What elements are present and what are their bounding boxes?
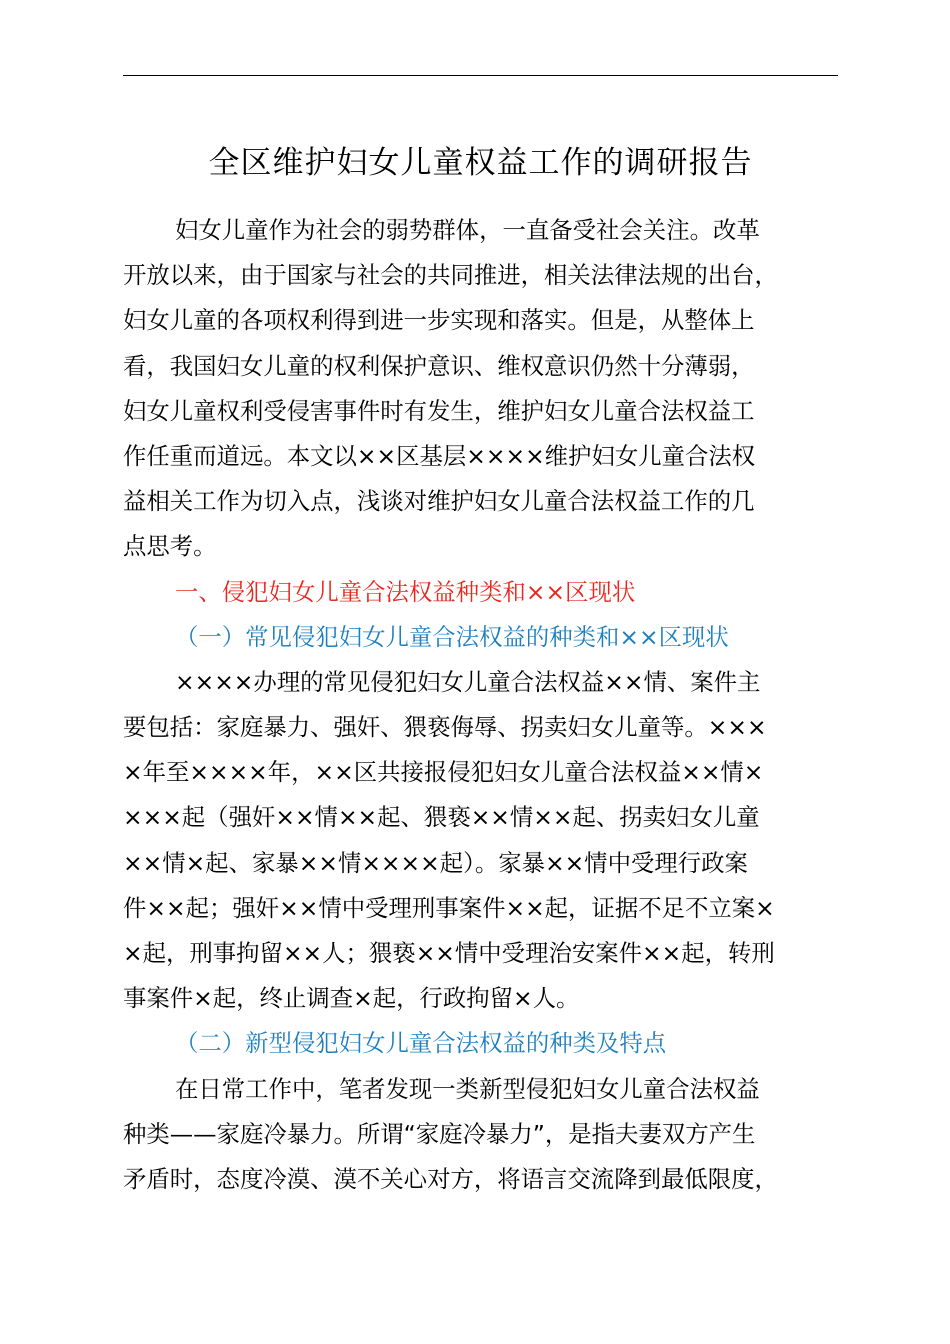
body-line: 妇女儿童权利受侵害事件时有发生，维护妇女儿童合法权益工 [123, 396, 755, 425]
body-line: ×××起（强奸××情××起、猥亵××情××起、拐卖妇女儿童 [123, 803, 760, 832]
subsection-heading-2: （二）新型侵犯妇女儿童合法权益的种类及特点 [175, 1029, 667, 1058]
body-line: 妇女儿童的各项权利得到进一步实现和落实。但是，从整体上 [123, 306, 755, 335]
body-line: 妇女儿童作为社会的弱势群体，一直备受社会关注。改革 [175, 216, 760, 244]
body-line: 要包括：家庭暴力、强奸、猥亵侮辱、拐卖妇女儿童等。××× [123, 713, 767, 742]
body-line: ××××办理的常见侵犯妇女儿童合法权益××情、案件主 [175, 667, 761, 696]
body-line: 矛盾时，态度冷漠、漠不关心对方，将语言交流降到最低限度， [123, 1164, 778, 1193]
body-line: 事案件×起，终止调查×起，行政拘留×人。 [123, 984, 580, 1013]
body-line: 开放以来，由于国家与社会的共同推进，相关法律法规的出台， [123, 261, 778, 290]
body-line: 益相关工作为切入点，浅谈对维护妇女儿童合法权益工作的几 [123, 487, 755, 516]
document-body [123, 208, 838, 1202]
body-line: 种类——家庭冷暴力。所谓“家庭冷暴力”，是指夫妻双方产生 [123, 1119, 756, 1148]
body-line: ×年至××××年，××区共接报侵犯妇女儿童合法权益××情× [123, 758, 764, 787]
body-line: 作任重而道远。本文以××区基层××××维护妇女儿童合法权 [123, 441, 756, 470]
body-line: ×起，刑事拘留××人；猥亵××情中受理治安案件××起，转刑 [123, 939, 775, 967]
document-title: 全区维护妇女儿童权益工作的调研报告 [208, 145, 753, 181]
subsection-heading-1: （一）常见侵犯妇女儿童合法权益的种类和××区现状 [175, 622, 729, 651]
body-line: 在日常工作中，笔者发现一类新型侵犯妇女儿童合法权益 [175, 1074, 760, 1103]
section-heading-1: 一、侵犯妇女儿童合法权益种类和××区现状 [175, 577, 636, 606]
body-line: 件××起；强奸××情中受理刑事案件××起，证据不足不立案× [123, 893, 775, 922]
body-line: 点思考。 [123, 532, 217, 561]
body-line: 看，我国妇女儿童的权利保护意识、维权意识仍然十分薄弱， [123, 351, 755, 380]
body-line: ××情×起、家暴××情××××起）。家暴××情中受理行政案 [123, 848, 748, 877]
header-rule [123, 75, 838, 76]
